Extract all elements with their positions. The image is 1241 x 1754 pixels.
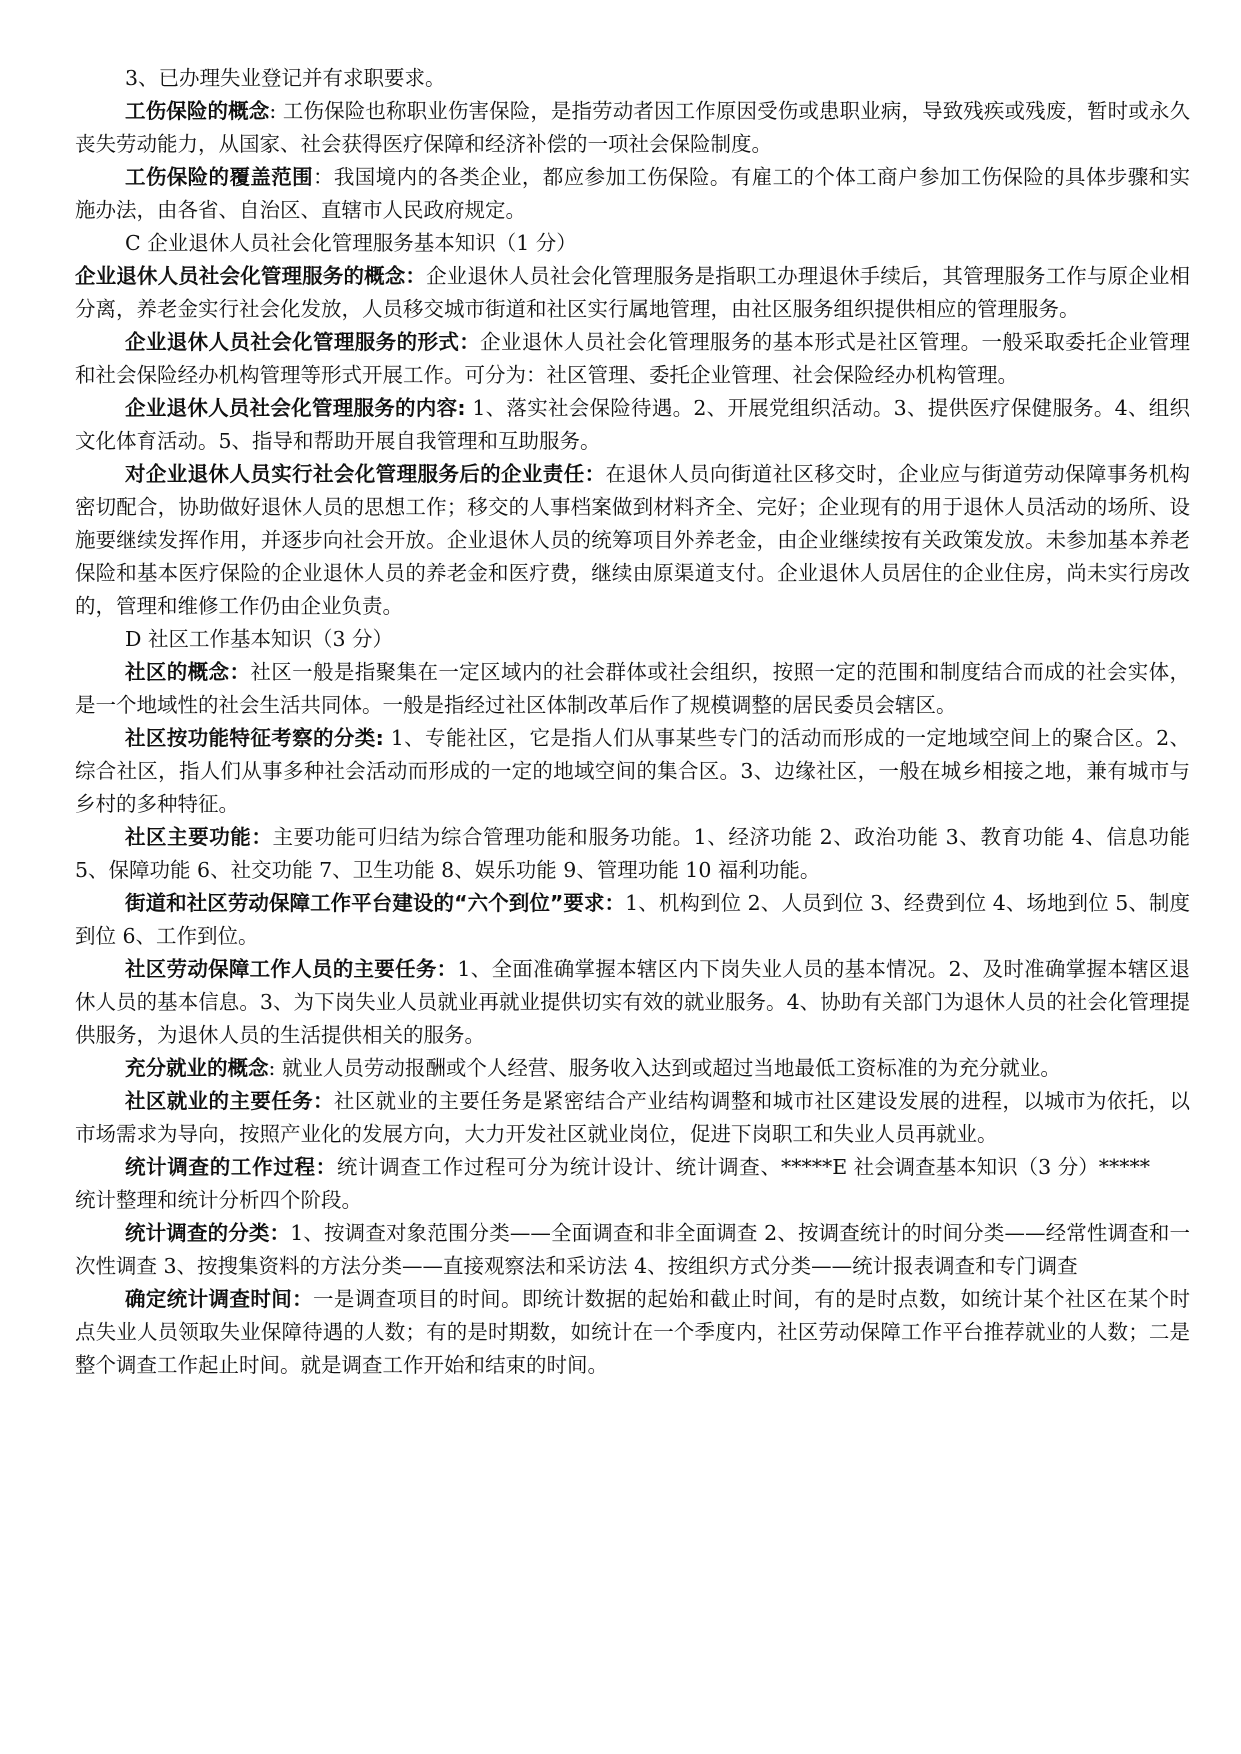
paragraph-enterprise-responsibility: [75, 458, 1190, 623]
term-heading: 统计调查的工作过程：: [125, 1155, 337, 1179]
term-heading: 确定统计调查时间：: [125, 1287, 314, 1311]
paragraph-text: 就业人员劳动报酬或个人经营、服务收入达到或超过当地最低工资标准的为充分就业。: [281, 1056, 1061, 1080]
term-heading: 社区按功能特征考察的分类:: [125, 726, 384, 750]
paragraph-labor-staff-tasks: [75, 953, 1190, 1052]
term-heading: 企业退休人员社会化管理服务的概念：: [75, 264, 427, 288]
term-heading: 社区主要功能：: [125, 825, 273, 849]
section-heading-c: [75, 227, 1190, 260]
paragraph-text: 统计调查工作过程可分为统计设计、统计调查、统计整理和统计分析四个阶段。: [75, 1155, 781, 1212]
term-heading: 工伤保险的覆盖范围: [125, 165, 314, 189]
section-heading-text: D 社区工作基本知识（3 分）: [125, 627, 394, 651]
section-heading-d: [75, 623, 1190, 656]
paragraph-text: 我国境内的各类企业，都应参加工伤保险。有雇工的个体工商户参加工伤保险的具体步骤和实施办法，由各省、自治区、直辖市人民政府规定。: [75, 165, 1191, 222]
paragraph-text: 3、已办理失业登记并有求职要求。: [125, 66, 446, 90]
paragraph-full-employment: [75, 1052, 1190, 1085]
paragraph-retiree-management-form: [75, 326, 1190, 392]
paragraph-text: 主要功能可归结为综合管理功能和服务功能。1、经济功能 2、政治功能 3、教育功能 4、信息功能 5、保障功能 6、社交功能 7、卫生功能 8、娱乐功能 9、管理功能 10 福利功能。: [75, 825, 1191, 882]
paragraph-work-injury-coverage: [75, 161, 1190, 227]
term-heading: 对企业退休人员实行社会化管理服务后的企业责任：: [125, 462, 606, 486]
paragraph-text: 企业退休人员社会化管理服务是指职工办理退休手续后，其管理服务工作与原企业相分离，养老金实行社会化发放，人员移交城市街道和社区实行属地管理，由社区服务组织提供相应的管理服务。: [75, 264, 1191, 321]
term-separator: :: [269, 99, 283, 123]
paragraph-retiree-management-content: [75, 392, 1190, 458]
term-heading: 工伤保险的概念: [125, 99, 270, 123]
term-heading: 社区就业的主要任务：: [125, 1089, 334, 1113]
paragraph-statistics-time: [75, 1283, 1190, 1382]
paragraph-statistics-classification: [75, 1217, 1190, 1283]
paragraph-community-classification: [75, 722, 1190, 821]
term-heading: 街道和社区劳动保障工作平台建设的“六个到位”要求：: [125, 891, 626, 915]
term-separator: ：: [313, 165, 334, 189]
paragraph-text: 1、按调查对象范围分类——全面调查和非全面调查 2、按调查统计的时间分类——经常性调查和一次性调查 3、按搜集资料的方法分类——直接观察法和采访法 4、按组织方式分类——统计报表调查和专门调查: [75, 1221, 1190, 1278]
paragraph-text: 在退休人员向街道社区移交时，企业应与街道劳动保障事务机构密切配合，协助做好退休人员的思想工作；移交的人事档案做到材料齐全、完好；企业现有的用于退休人员活动的场所、设施要继续发挥作用，并逐步向社会开放。企业退休人员的统筹项目外养老金，由企业继续按有关政策发放。未参加基本养老保险和基本医疗保险的企业退休人员的养老金和医疗费，继续由原渠道支付。企业退休人员居住的企业住房，尚未实行房改的，管理和维修工作仍由企业负责。: [75, 462, 1190, 618]
term-heading: 企业退休人员社会化管理服务的内容:: [125, 396, 466, 420]
paragraph-work-injury-concept: [75, 95, 1190, 161]
term-heading: 社区的概念：: [125, 660, 251, 684]
term-heading: 企业退休人员社会化管理服务的形式：: [125, 330, 481, 354]
list-item: [75, 62, 1190, 95]
term-heading: 社区劳动保障工作人员的主要任务：: [125, 957, 458, 981]
paragraph-text: 1、落实社会保险待遇。2、开展党组织活动。3、提供医疗保健服务。4、组织文化体育活动。5、指导和帮助开展自我管理和互助服务。: [75, 396, 1191, 453]
paragraph-text: 社区一般是指聚集在一定区域内的社会群体或社会组织，按照一定的范围和制度结合而成的社会实体，是一个地域性的社会生活共同体。一般是指经过社区体制改革后作了规模调整的居民委员会辖区。: [75, 660, 1191, 717]
paragraph-text: 工伤保险也称职业伤害保险，是指劳动者因工作原因受伤或患职业病，导致残疾或残废，暂时或永久丧失劳动能力，从国家、社会获得医疗保障和经济补偿的一项社会保险制度。: [75, 99, 1190, 156]
term-heading: 统计调查的分类：: [125, 1221, 291, 1245]
paragraph-text: 一是调查项目的时间。即统计数据的起始和截止时间，有的是时点数，如统计某个社区在某个时点失业人员领取失业保障待遇的人数；有的是时期数，如统计在一个季度内，社区劳动保障工作平台推荐就业的人数；二是整个调查工作起止时间。就是调查工作开始和结束的时间。: [75, 1287, 1191, 1377]
paragraph-text: 社区就业的主要任务是紧密结合产业结构调整和城市社区建设发展的进程，以城市为依托，以市场需求为导向，按照产业化的发展方向，大力开发社区就业岗位，促进下岗职工和失业人员再就业。: [75, 1089, 1191, 1146]
section-heading-text: C 企业退休人员社会化管理服务基本知识（1 分）: [125, 231, 577, 255]
paragraph-community-functions: [75, 821, 1190, 887]
paragraph-community-concept: [75, 656, 1190, 722]
paragraph-text: 企业退休人员社会化管理服务的基本形式是社区管理。一般采取委托企业管理和社会保险经办机构管理等形式开展工作。可分为：社区管理、委托企业管理、社会保险经办机构管理。: [75, 330, 1191, 387]
paragraph-text: 1、机构到位 2、人员到位 3、经费到位 4、场地到位 5、制度到位 6、工作到位。: [75, 891, 1191, 948]
section-heading-e: *****E 社会调查基本知识（3 分）*****: [780, 1155, 1150, 1179]
document-page: [75, 62, 1190, 1382]
paragraph-six-in-place: [75, 887, 1190, 953]
paragraph-text: 1、全面准确掌握本辖区内下岗失业人员的基本情况。2、及时准确掌握本辖区退休人员的基本信息。3、为下岗失业人员就业再就业提供切实有效的就业服务。4、协助有关部门为退休人员的社会化管理提供服务，为退休人员的生活提供相关的服务。: [75, 957, 1191, 1047]
term-separator: :: [268, 1056, 282, 1080]
paragraph-text: 1、专能社区，它是指人们从事某些专门的活动而形成的一定地域空间上的聚合区。2、综合社区，指人们从事多种社会活动而形成的一定的地域空间的集合区。3、边缘社区，一般在城乡相接之地，兼有城市与乡村的多种特征。: [75, 726, 1190, 816]
paragraph-retiree-management-concept: [75, 260, 1190, 326]
term-heading: 充分就业的概念: [125, 1056, 269, 1080]
